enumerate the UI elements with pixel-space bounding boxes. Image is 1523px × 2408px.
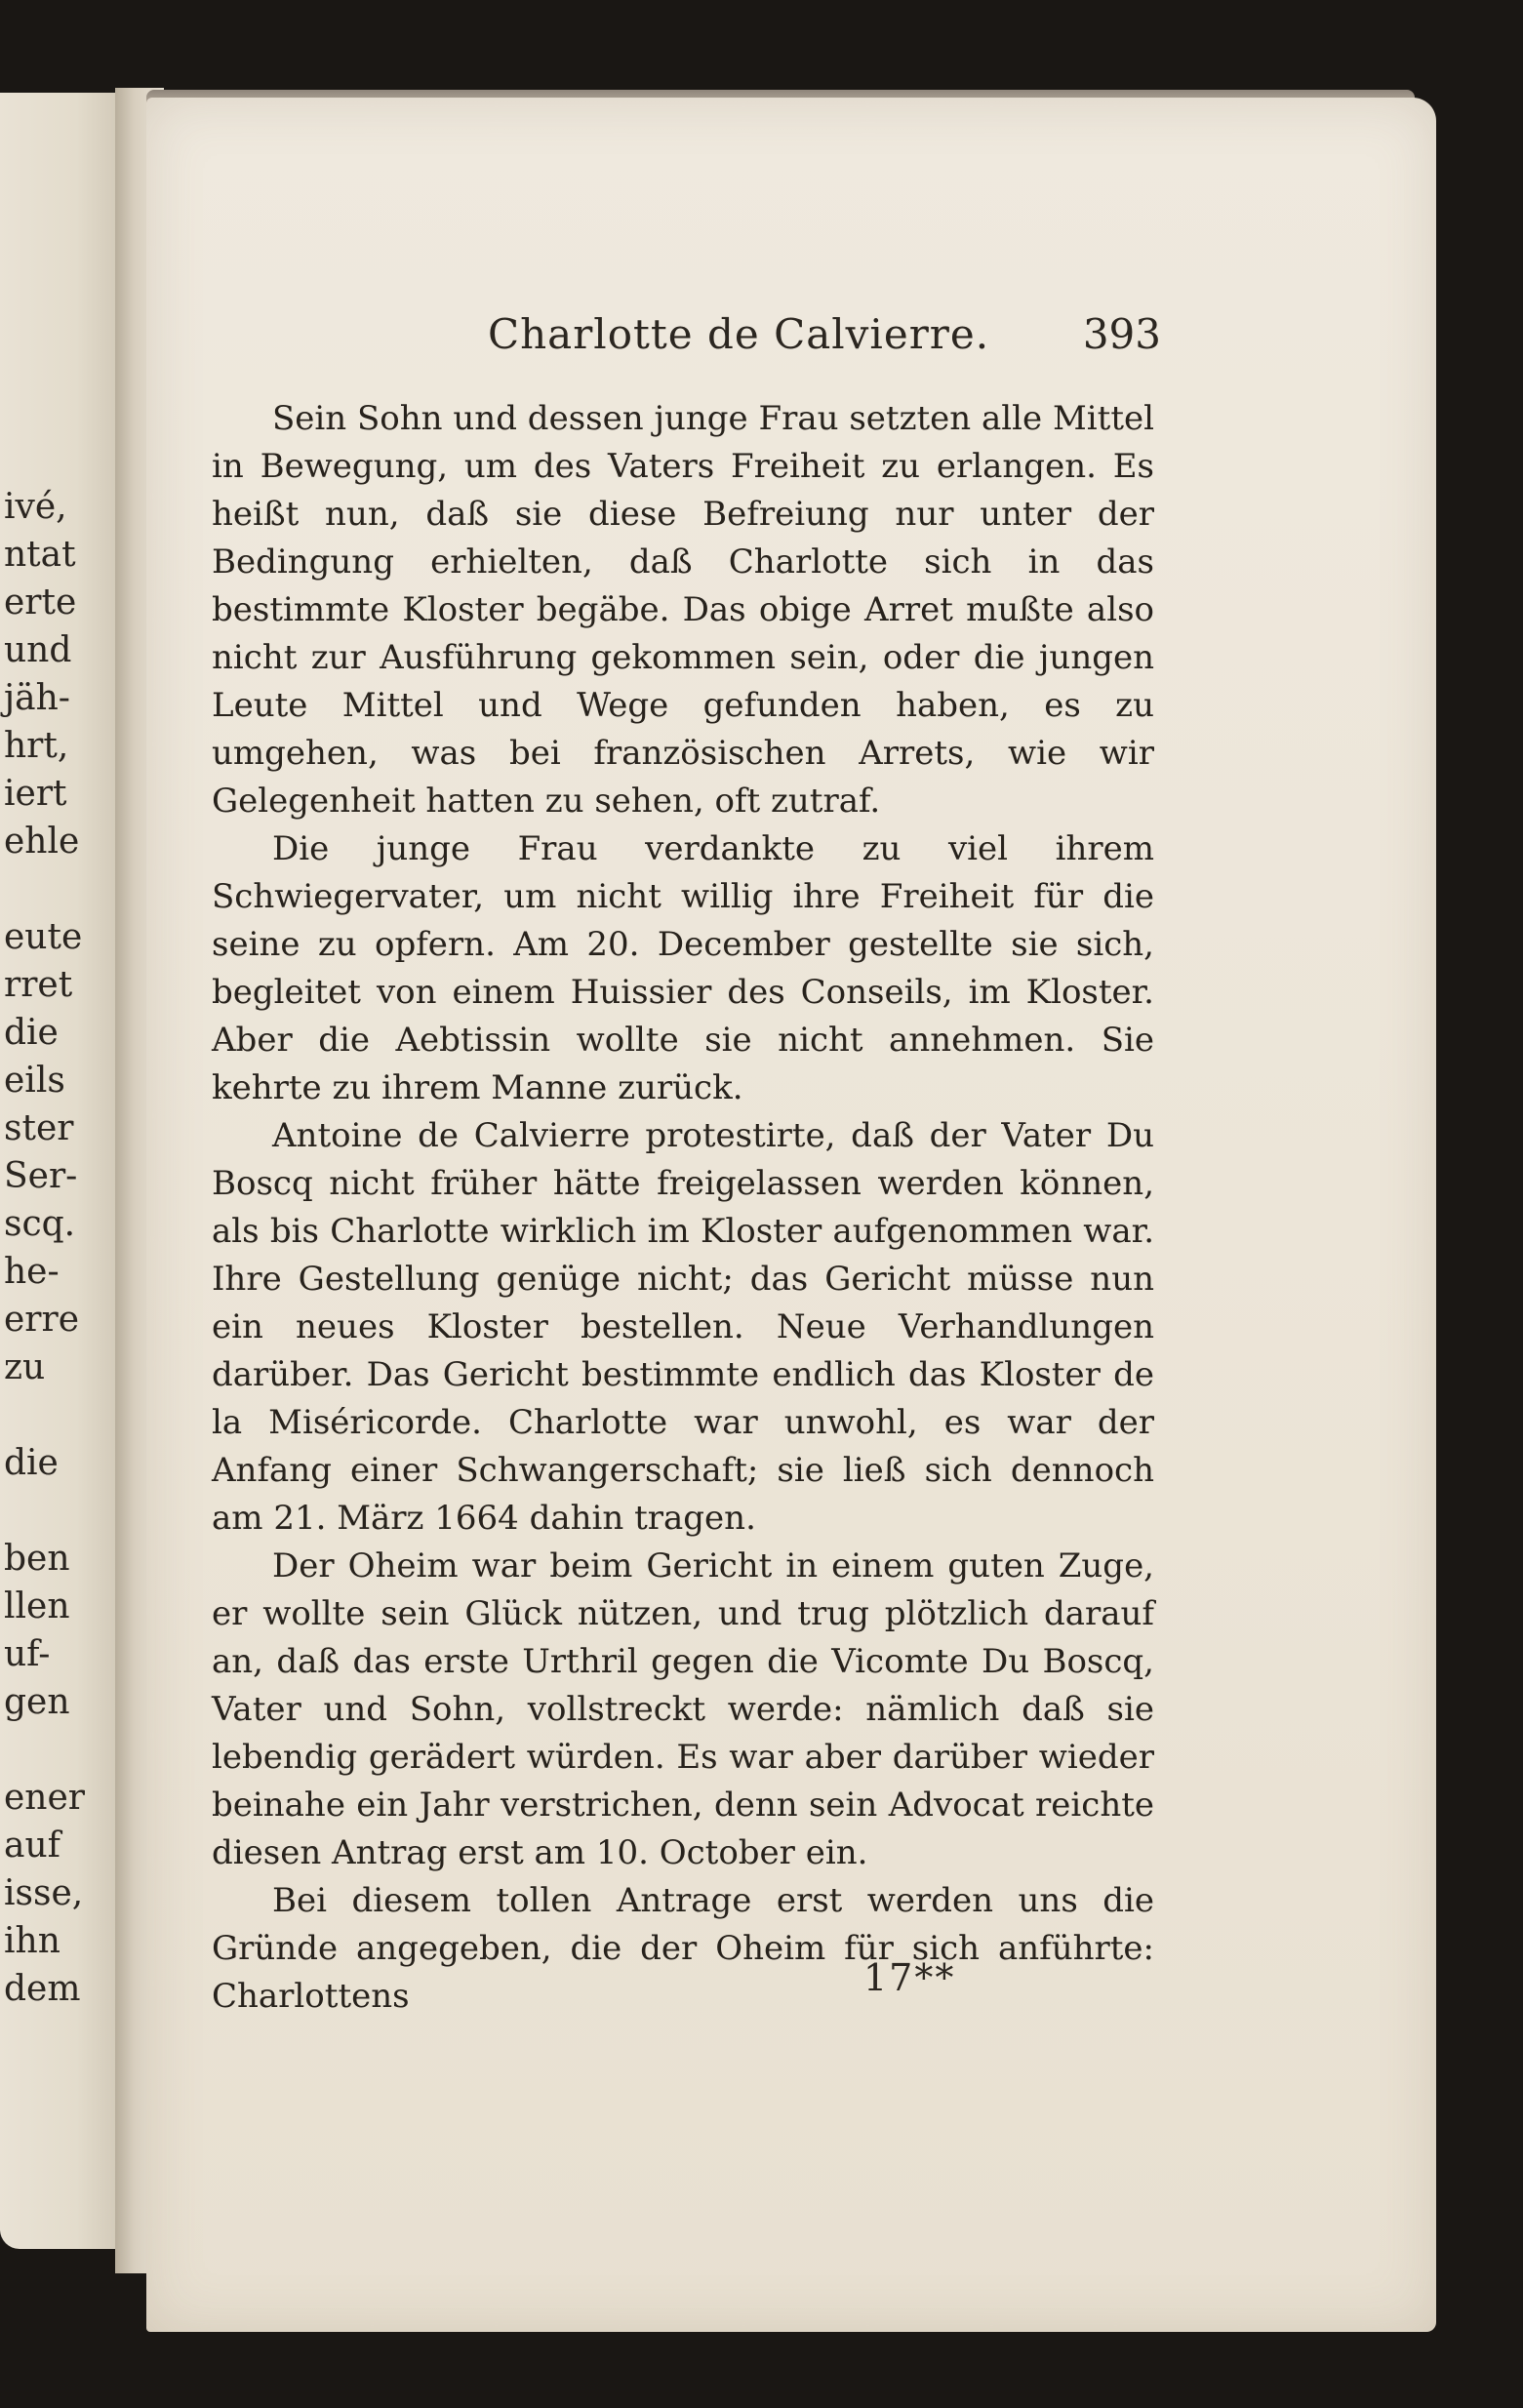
- paragraph: Der Oheim war beim Gericht in einem guten Zuge, er wollte sein Glück nützen, und trug plötzlich darauf an, daß das erste Urthril gegen die Vicomte Du Boscq, Vater und Sohn, vollstreckt werde: nämlich daß sie lebendig gerädert würden. Es war aber darüber wieder beinahe ein Jahr verstrichen, denn sein Advocat reichte diesen Antrag erst am 10. October ein.: [212, 1546, 1154, 1872]
- left-page-text-fragments: ivé, ntat erte und jäh- hrt, iert ehle eute rret die eils ster Ser- scq. he- erre zu die ben llen uf- gen ener auf isse, ihn dem: [4, 487, 86, 2009]
- body-text: [212, 395, 1154, 2021]
- paragraph: Die junge Frau verdankte zu viel ihrem Schwiegervater, um nicht willig ihre Freiheit für die seine zu opfern. Am 20. December gestellte sie sich, begleitet von einem Huissier des Conseils, im Kloster. Aber die Aebtissin wollte sie nicht annehmen. Sie kehrte zu ihrem Manne zurück.: [212, 829, 1154, 1107]
- running-title: Charlotte de Calvierre.: [488, 310, 990, 358]
- paragraph: Sein Sohn und dessen junge Frau setzten alle Mittel in Bewegung, um des Vaters Freiheit zu erlangen. Es heißt nun, daß sie diese Befreiung nur unter der Bedingung erhielten, daß Charlotte sich in das bestimmte Kloster begäbe. Das obige Arret mußte also nicht zur Ausführung gekommen sein, oder die jungen Leute Mittel und Wege gefunden haben, es zu umgehen, was bei französischen Arrets, wie wir Gelegenheit hatten zu sehen, oft zutraf.: [212, 399, 1154, 821]
- paragraph: Bei diesem tollen Antrage erst werden uns die Gründe angegeben, die der Oheim für sich anführte: Charlottens: [212, 1881, 1154, 2016]
- paragraph: Antoine de Calvierre protestirte, daß der Vater Du Boscq nicht früher hätte freigelassen werden können, als bis Charlotte wirklich im Kloster aufgenommen war. Ihre Gestellung genüge nicht; das Gericht müsse nun ein neues Kloster bestellen. Neue Verhandlungen darüber. Das Gericht bestimmte endlich das Kloster de la Miséricorde. Charlotte war unwohl, es war der Anfang einer Schwangerschaft; sie ließ sich dennoch am 21. März 1664 dahin tragen.: [212, 1116, 1154, 1538]
- left-page: [0, 93, 127, 2249]
- page-header: [488, 310, 1161, 369]
- signature-mark: 17**: [863, 1956, 956, 1999]
- page-number: 393: [1082, 310, 1161, 358]
